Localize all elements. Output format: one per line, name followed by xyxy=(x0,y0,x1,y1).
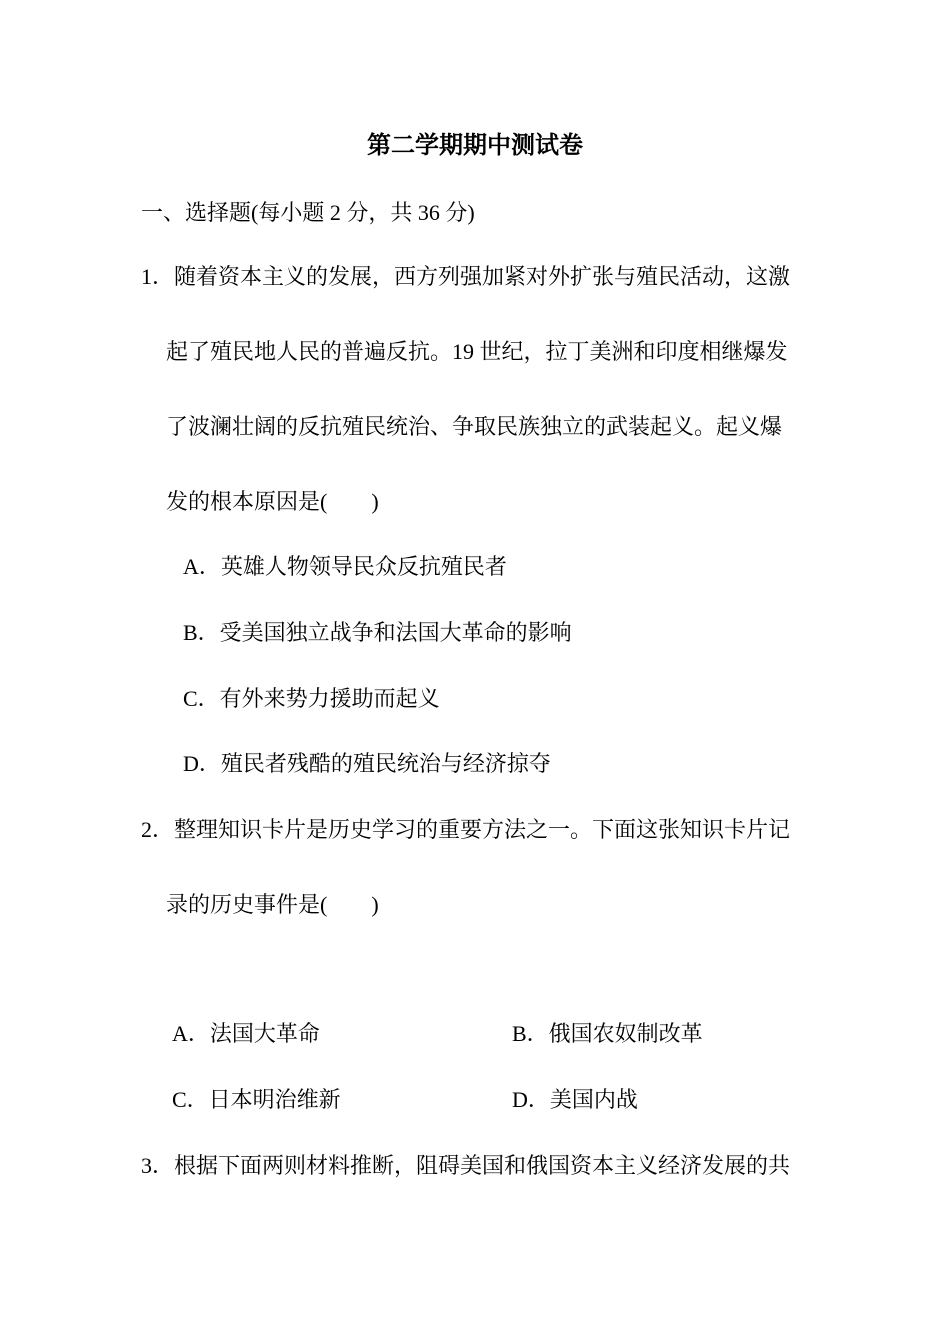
option-d: D．美国内战 xyxy=(512,1087,638,1112)
question-text-line: 2．整理知识卡片是历史学习的重要方法之一。下面这张知识卡片记 xyxy=(141,817,791,842)
question-text-line: 录的历史事件是( ) xyxy=(166,892,379,917)
question-text-line: 1．随着资本主义的发展，西方列强加紧对外扩张与殖民活动，这激 xyxy=(141,264,791,289)
option-c: C．有外来势力援助而起义 xyxy=(183,686,440,711)
section-heading: 一、选择题(每小题 2 分，共 36 分) xyxy=(141,200,475,225)
question-text-line: 3．根据下面两则材料推断，阻碍美国和俄国资本主义经济发展的共 xyxy=(141,1153,791,1178)
page-title: 第二学期期中测试卷 xyxy=(367,131,583,159)
option-b: B．受美国独立战争和法国大革命的影响 xyxy=(183,620,572,645)
question-text-line: 发的根本原因是( ) xyxy=(166,489,379,514)
option-b: B．俄国农奴制改革 xyxy=(512,1021,703,1046)
option-a: A．法国大革命 xyxy=(172,1021,320,1046)
question-text-line: 起了殖民地人民的普遍反抗。19 世纪，拉丁美洲和印度相继爆发 xyxy=(166,339,788,364)
question-text-line: 了波澜壮阔的反抗殖民统治、争取民族独立的武装起义。起义爆 xyxy=(166,414,783,439)
option-c: C．日本明治维新 xyxy=(172,1087,341,1112)
option-a: A．英雄人物领导民众反抗殖民者 xyxy=(183,554,507,579)
option-d: D．殖民者残酷的殖民统治与经济掠夺 xyxy=(183,751,551,776)
